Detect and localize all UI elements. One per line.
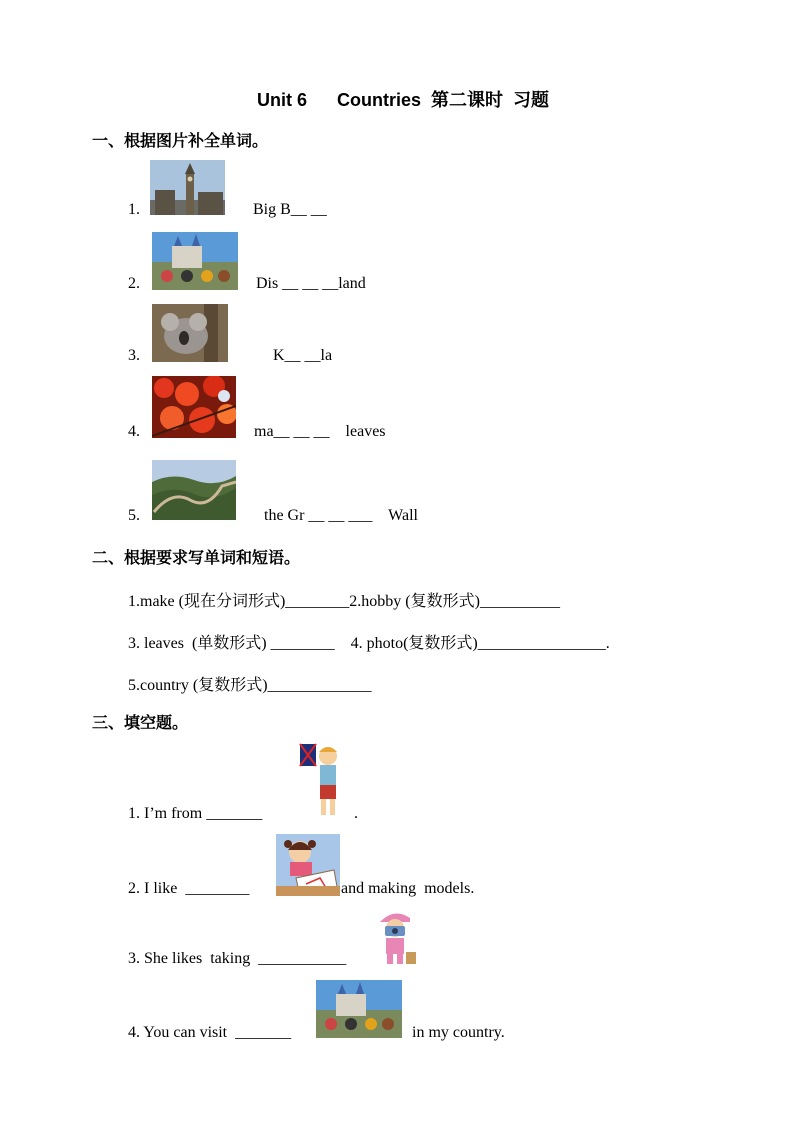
section-3-heading: 三、填空题。 xyxy=(92,713,189,732)
koala-photo xyxy=(152,304,228,362)
disneyland-photo xyxy=(316,980,402,1038)
s1-item-4-text: ma__ __ __ leaves xyxy=(254,423,386,440)
s1-item-2-text: Dis __ __ __land xyxy=(256,275,366,292)
s1-item-3-text: K__ __la xyxy=(273,347,333,364)
s3-item-2-end: and making models. xyxy=(341,880,475,897)
girl-painting-picture xyxy=(276,834,340,896)
s1-item-1-text: Big B__ __ xyxy=(253,201,327,218)
s3-item-4-end: in my country. xyxy=(412,1024,505,1041)
great-wall-photo xyxy=(152,460,236,520)
s2-line-3: 5.country (复数形式)_____________ xyxy=(128,677,372,694)
s3-item-2-text: 2. I like ________ xyxy=(128,880,250,897)
girl-taking-photo-picture xyxy=(370,908,420,966)
page-title: Unit 6 Countries 第二课时 习题 xyxy=(257,90,550,110)
s3-item-3-text: 3. She likes taking ___________ xyxy=(128,950,347,967)
maple-leaves-photo xyxy=(152,376,236,438)
s3-item-1-end: . xyxy=(354,805,358,822)
s2-line-1: 1.make (现在分词形式)________2.hobby (复数形式)__________ xyxy=(128,593,560,610)
s1-item-5-text: the Gr __ __ ___ Wall xyxy=(264,507,418,524)
s1-item-5-number: 5. xyxy=(128,507,140,524)
big-ben-photo xyxy=(150,160,225,215)
section-2-heading: 二、根据要求写单词和短语。 xyxy=(92,548,301,567)
disneyland-photo xyxy=(152,232,238,290)
s3-item-1-text: 1. I’m from _______ xyxy=(128,805,263,822)
boy-with-australian-flag-picture xyxy=(298,742,344,820)
section-1-heading: 一、根据图片补全单词。 xyxy=(92,131,269,150)
s1-item-1-number: 1. xyxy=(128,201,140,218)
s1-item-2-number: 2. xyxy=(128,275,140,292)
s1-item-4-number: 4. xyxy=(128,423,140,440)
s2-line-2: 3. leaves (单数形式) ________ 4. photo(复数形式)________________. xyxy=(128,635,610,652)
s1-item-3-number: 3. xyxy=(128,347,140,364)
s3-item-4-text: 4. You can visit _______ xyxy=(128,1024,292,1041)
